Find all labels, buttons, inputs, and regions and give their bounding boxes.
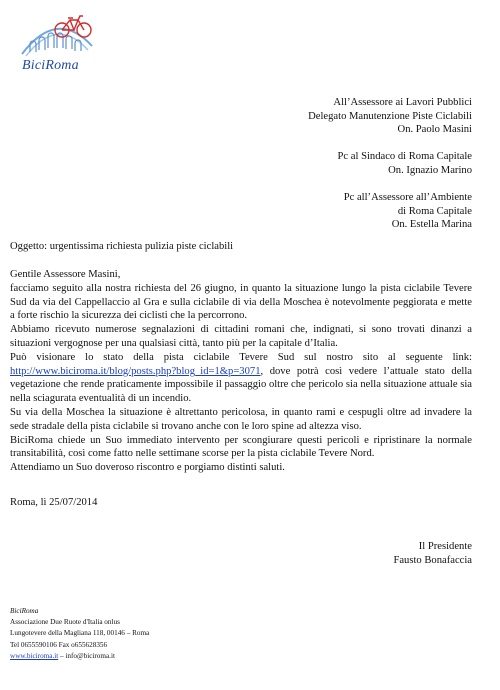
email-text: info@biciroma.it: [65, 651, 115, 660]
recipient-line: On. Estella Marina: [391, 219, 472, 231]
recipient-line: On. Paolo Masini: [397, 124, 472, 136]
footer-line: Tel 0655590106 Fax o655628356: [10, 640, 108, 649]
recipient-line: On. Ignazio Marino: [388, 164, 472, 176]
body-paragraph: facciamo seguito alla nostra richiesta del 26 giugno, in quanto la situazione lungo la pista ciclabile Tevere Sud da via del Cappellaccio al Gra e sulla ciclabile di via della Moschea è notevolmente peggiorata e mette a forte rischio la sicurezza dei ciclisti che la percorrono.: [10, 282, 472, 322]
footer-line: Associazione Due Ruote d'Italia onlus: [10, 618, 120, 627]
body-paragraph: Abbiamo ricevuto numerose segnalazioni di cittadini romani che, indignati, si sono trovati dinanzi a situazioni vergognose per una qualsiasi città, tanto più per la capitale d’Italia.: [10, 324, 472, 349]
body-paragraph: Su via della Moschea la situazione è altrettanto pericolosa, in quanto rami e cespugli oltre ad invadere la sede stradale della pista ciclabile si trovano anche con le loro spine ad altezza viso.: [10, 406, 472, 432]
subject-line: Oggetto: urgentissima richiesta pulizia piste ciclabili: [10, 241, 234, 252]
signer-title: Il Presidente: [418, 541, 472, 552]
greeting: Gentile Assessore Masini,: [10, 269, 121, 280]
recipient-line: All’Assessore ai Lavori Pubblici: [333, 97, 472, 108]
signer-name: Fausto Bonafaccia: [393, 555, 472, 566]
body-paragraph: [10, 351, 472, 406]
body-paragraph: BiciRoma chiede un Suo immediato intervento per scongiurare questi pericoli e ripristinare la normale transitabilità, così come fatto nelle settimane scorse per la pista ciclabile Tevere Nord.: [10, 434, 472, 460]
body-paragraph: Attendiamo un Suo doveroso riscontro e porgiamo distinti saluti.: [10, 462, 285, 474]
recipient-block-assessore: [308, 96, 472, 137]
paragraph-text: , dove potrà così vedere l’attuale stato della vegetazione che rende praticamente impossibile il passaggio oltre che pericolo sia nella situazione attuale sia nella sciagurata eventualità di un incendio.: [10, 365, 472, 405]
recipient-line: di Roma Capitale: [397, 205, 472, 217]
footer-line: Lungotevere della Magliana 118, 00146 – Roma: [10, 629, 150, 638]
logo-text: BiciRoma: [22, 58, 79, 73]
footer: [10, 606, 149, 662]
letter-date: Roma, lì 25/07/2014: [10, 497, 98, 508]
paragraph-text: Può visionare lo stato della pista ciclabile Tevere Sud sul nostro sito al seguente link:: [10, 351, 472, 363]
footer-org: BiciRoma: [10, 607, 39, 615]
recipient-block-ambiente: [344, 191, 472, 232]
signature-block: [393, 540, 472, 568]
letter-body: [10, 268, 472, 475]
blog-post-link[interactable]: http://www.biciroma.it/blog/posts.php?blog_id=1&p=3071: [10, 365, 261, 377]
separator: –: [58, 651, 66, 660]
recipient-block-sindaco: [338, 150, 472, 177]
footer-contact: [10, 651, 149, 662]
recipient-line: Pc all’Assessore all’Ambiente: [343, 192, 472, 203]
recipient-line: Pc al Sindaco di Roma Capitale: [337, 151, 472, 162]
recipient-line: Delegato Manutenzione Piste Ciclabili: [308, 110, 472, 122]
website-link[interactable]: www.biciroma.it: [10, 651, 59, 660]
